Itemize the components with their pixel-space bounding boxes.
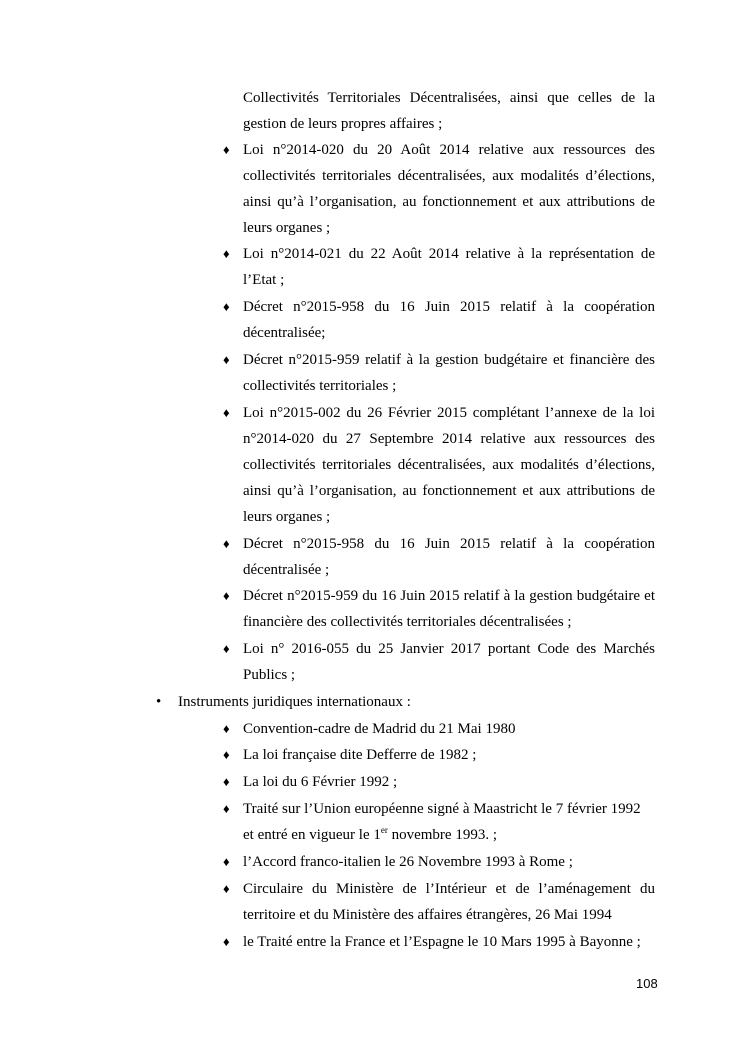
diamond-bullet-icon: ♦ [223,142,230,157]
list-item-continuation [243,822,497,848]
list-item: Loi n°2014-020 du 20 Août 2014 relative aux ressources des collectivités territoriales décentralisées, aux modalités d’élections, ainsi qu’à l’organisation, au fonctionnement et aux attributions de leurs organes ; [243,142,655,236]
diamond-bullet-icon: ♦ [223,536,230,551]
diamond-bullet-icon: ♦ [223,641,230,656]
diamond-bullet-icon: ♦ [223,854,230,869]
list-item: l’Accord franco-italien le 26 Novembre 1993 à Rome ; [243,854,573,870]
diamond-bullet-icon: ♦ [223,881,230,896]
diamond-bullet-icon: ♦ [223,299,230,314]
section-heading: Instruments juridiques internationaux : [178,694,411,710]
list-item-text: novembre 1993. ; [387,827,498,843]
list-item: Loi n° 2016-055 du 25 Janvier 2017 portant Code des Marchés Publics ; [243,641,655,683]
list-item: Décret n°2015-959 relatif à la gestion budgétaire et financière des collectivités territoriales ; [243,352,655,394]
page-number: 108 [636,976,658,991]
round-bullet-icon: • [156,694,162,710]
list-item: Convention-cadre de Madrid du 21 Mai 1980 [243,721,516,737]
list-item: Traité sur l’Union européenne signé à Maastricht le 7 février 1992 [243,801,641,817]
continuation-text: Collectivités Territoriales Décentralisées, ainsi que celles de la gestion de leurs propres affaires ; [243,90,655,132]
list-item: le Traité entre la France et l’Espagne le 10 Mars 1995 à Bayonne ; [243,934,641,950]
diamond-bullet-icon: ♦ [223,801,230,816]
list-item-text: et entré en vigueur le 1 [243,827,381,843]
diamond-bullet-icon: ♦ [223,246,230,261]
diamond-bullet-icon: ♦ [223,747,230,762]
list-item: La loi française dite Defferre de 1982 ; [243,747,477,763]
diamond-bullet-icon: ♦ [223,352,230,367]
list-item: Décret n°2015-958 du 16 Juin 2015 relatif à la coopération décentralisée ; [243,536,655,578]
diamond-bullet-icon: ♦ [223,405,230,420]
list-item: Loi n°2014-021 du 22 Août 2014 relative à la représentation de l’Etat ; [243,246,655,288]
diamond-bullet-icon: ♦ [223,774,230,789]
list-item: La loi du 6 Février 1992 ; [243,774,398,790]
list-item: Loi n°2015-002 du 26 Février 2015 complétant l’annexe de la loi n°2014-020 du 27 Septembre 2014 relative aux ressources des collectivités territoriales décentralisées, aux modalités d’élections, ainsi qu’à l’organisation, au fonctionnement et aux attributions de leurs organes ; [243,405,655,525]
list-item: Décret n°2015-958 du 16 Juin 2015 relatif à la coopération décentralisée; [243,299,655,341]
superscript: er [380,825,388,835]
diamond-bullet-icon: ♦ [223,721,230,736]
diamond-bullet-icon: ♦ [223,934,230,949]
list-item: Décret n°2015-959 du 16 Juin 2015 relatif à la gestion budgétaire et financière des collectivités territoriales décentralisées ; [243,588,655,630]
diamond-bullet-icon: ♦ [223,588,230,603]
list-item: Circulaire du Ministère de l’Intérieur et de l’aménagement du territoire et du Ministère des affaires étrangères, 26 Mai 1994 [243,881,655,923]
